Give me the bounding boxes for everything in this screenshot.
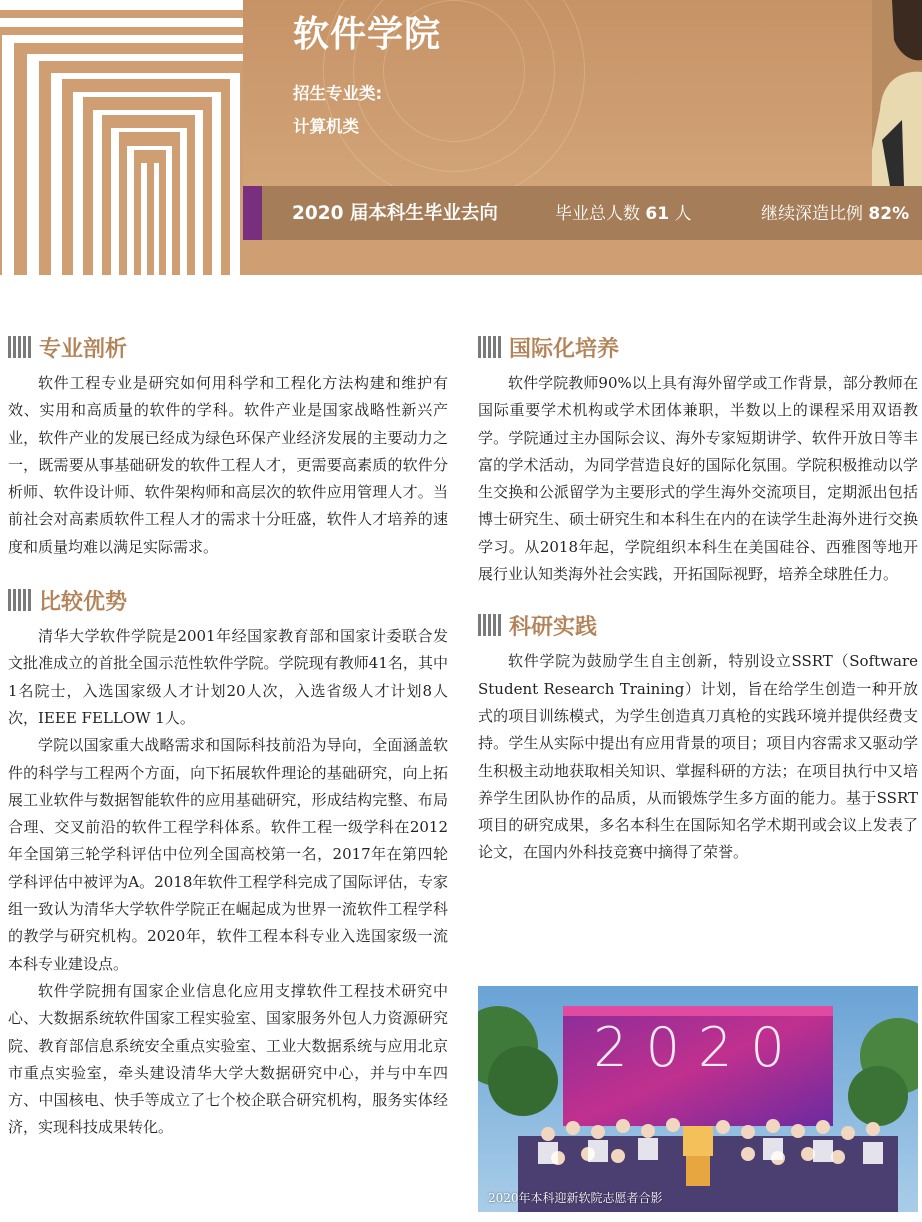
section-title: 科研实践 (509, 614, 598, 640)
section-heading (478, 608, 918, 642)
section-heading (8, 583, 448, 617)
section-analysis (8, 330, 448, 561)
hero-banner (243, 0, 922, 186)
left-column (8, 330, 448, 1142)
major-label: 招生专业类: (293, 84, 383, 103)
section-title: 比较优势 (39, 589, 128, 615)
volunteer-group-photo (478, 986, 918, 1212)
banner-number: 2020 (593, 1016, 803, 1079)
bars-icon (8, 336, 31, 358)
paragraph: 清华大学软件学院是2001年经国家教育部和国家计委联合发文批准成立的首批全国示范性软件学院。学院现有教师41名，其中1名院士，入选国家级人才计划20人次，入选省级人才计划8人次，IEEE FELLOW 1人。 (8, 627, 448, 727)
decorative-stripes (0, 0, 243, 275)
person-photo (872, 0, 922, 186)
bars-icon (478, 614, 501, 636)
total-graduates: 毕业总人数 61 人 (555, 204, 692, 224)
total-graduates-value: 61 (645, 204, 670, 224)
major-value: 计算机类 (293, 117, 359, 136)
graduation-stats-bar (243, 186, 922, 240)
header (0, 0, 922, 275)
right-column (478, 330, 918, 867)
section-heading (478, 330, 918, 364)
further-study-ratio-value: 82% (868, 204, 910, 224)
paragraph: 软件工程专业是研究如何用科学和工程化方法构建和维护有效、实用和高质量的软件的学科。软件产业是国家战略性新兴产业，软件产业的发展已经成为绿色环保产业经济发展的主要动力之一，既需要从事基础研发的软件工程人才，更需要高素质的软件分析师、软件设计师、软件架构师和高层次的软件应用管理人才。当前社会对高素质软件工程人才的需求十分旺盛，软件人才培养的速度和质量均难以满足实际需求。 (8, 374, 448, 556)
section-heading (8, 330, 448, 364)
section-international (478, 330, 918, 588)
paragraph: 软件学院拥有国家企业信息化应用支撑软件工程技术研究中心、大数据系统软件国家工程实验室、国家服务外包人力资源研究院、教育部信息系统安全重点实验室、工业大数据系统与应用北京市重点实验室，牵头建设清华大学大数据研究中心，并与中车四方、中国核电、快手等成立了七个校企联合研究机构，服务实体经济，实现科技成果转化。 (8, 981, 448, 1137)
section-advantage (8, 583, 448, 1142)
paragraph: 软件学院为鼓励学生自主创新，特别设立SSRT（Software Student Research Training）计划，旨在给学生创造一种开放式的项目训练模式，为学生创造真刀真枪的实践环境并提供经费支持。学生从实际中提出有应用背景的项目；项目内容需求又驱动学生积极主动地获取相关知识、掌握科研的方法；在项目执行中又培养学生团队协作的品质，从而锻炼学生多方面的能力。基于SSRT项目的研究成果，多名本科生在国际知名学术期刊或会议上发表了论文，在国内外科技竞赛中摘得了荣誉。 (478, 652, 918, 862)
section-research (478, 608, 918, 866)
paragraph: 学院以国家重大战略需求和国际科技前沿为导向，全面涵盖软件的科学与工程两个方面，向下拓展软件理论的基础研究，向上拓展工业软件与数据智能软件的应用基础研究，形成结构完整、布局合理、交叉前沿的软件工程学科体系。软件工程一级学科在2012年全国第三轮学科评估中位列全国高校第一名，2017年在第四轮学科评估中被评为A。2018年软件工程学科完成了国际评估，专家组一致认为清华大学软件学院正在崛起成为世界一流软件工程学科的教学与研究机构。2020年，软件工程本科专业入选国家级一流本科专业建设点。 (8, 736, 448, 973)
section-title: 国际化培养 (509, 336, 620, 362)
college-name: 软件学院 (293, 14, 442, 55)
bars-icon (8, 589, 31, 611)
photo-caption: 2020年本科迎新软院志愿者合影 (488, 1191, 663, 1205)
section-title: 专业剖析 (39, 336, 128, 362)
stat-accent (243, 186, 262, 240)
paragraph: 软件学院教师90%以上具有海外留学或工作背景，部分教师在国际重要学术机构或学术团体兼职，半数以上的课程采用双语教学。学院通过主办国际会议、海外专家短期讲学、软件开放日等丰富的学术活动，为同学营造良好的国际化氛围。学院积极推动以学生交换和公派留学为主要形式的学生海外交流项目，定期派出包括博士研究生、硕士研究生和本科生在内的在读学生赴海外进行交换学习。从2018年起，学院组织本科生在美国硅谷、西雅图等地开展行业认知类海外社会实践，开拓国际视野，培养全球胜任力。 (478, 374, 918, 584)
further-study-ratio: 继续深造比例 82% (761, 204, 910, 224)
bars-icon (478, 336, 501, 358)
stats-title: 2020 届本科生毕业去向 (292, 203, 498, 224)
